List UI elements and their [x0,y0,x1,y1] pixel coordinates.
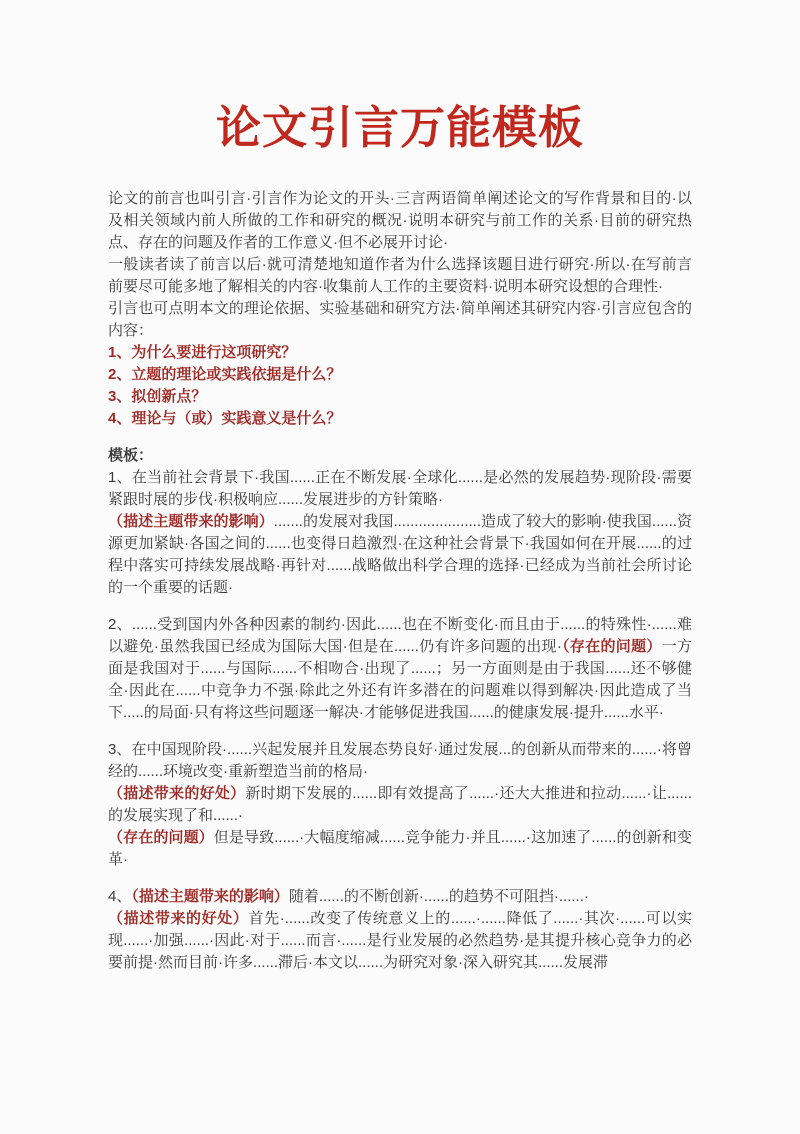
text-segment: 首先·......改变了传统意义上的......·......降低了......·其次·......可以实现......·加强......·因此·对于......而言·......是行业发展的必然趋势·是其提升核心竞争力的必要前提·然而目前·许多......滞后·本文以......为研究对象·深入研究其......发展滞 [108,910,692,972]
template-2 [108,614,692,724]
red-highlight-text: （描述带来的好处） [108,785,246,803]
template-1-impact [108,511,692,599]
template-1-intro [108,467,692,511]
question-item-3 [108,386,692,408]
intro-para-2 [108,254,692,298]
text-segment: 论文的前言也叫引言·引言作为论文的开头·三言两语简单阐述论文的写作背景和目的·以及相关领域内前人所做的工作和研究的概况·说明本研究与前工作的关系·目前的研究热点、存在的问题及作者的工作意义·但不必展开讨论· [108,190,692,252]
red-highlight-text: 2、立题的理论或实践依据是什么？ [108,366,342,384]
text-segment: 一方面是我国对于......与国际......不相吻合·出现了......；另一方面则是由于我国......还不够健全·因此在......中竞争力不强·除此之外还有许多潜在的问题难以得到解决·因此造成了当下.....的局面·只有将这些问题逐一解决·才能够促进我国......的健康发展·提升......水平· [108,638,692,722]
template-3-problems [108,827,692,871]
text-segment: 4、 [108,888,132,906]
red-highlight-text: （描述带来的好处） [108,910,249,928]
text-segment: 随着......的不断创新·......的趋势不可阻挡·......· [288,888,589,906]
text-segment: 新时期下发展的......即有效提高了......·还大大推进和拉动......·让......的发展实现了和......· [108,785,692,825]
text-segment: 但是导致......·大幅度缩减......竞争能力·并且......·这加速了......的创新和变革· [108,829,692,869]
document-body [108,188,692,974]
text-segment: 引言也可点明本文的理论依据、实验基础和研究方法·简单阐述其研究内容·引言应包含的内容： [108,300,692,340]
template-4-impact [108,886,692,908]
text-segment: 3、在中国现阶段·......兴起发展并且发展态势良好·通过发展...的创新从而带来的......·将曾经的......环境改变·重新塑造当前的格局· [108,741,692,781]
bold-text: 模板： [108,447,154,465]
intro-para-3 [108,298,692,342]
question-item-4 [108,408,692,430]
question-item-1 [108,342,692,364]
template-heading [108,445,692,467]
text-segment: 2、......受到国内外各种因素的制约·因此......也在不断变化·而且由于......的特殊性·......难以避免·虽然我国已经成为国际大国·但是在......仍有许多问题的出现· [108,616,692,656]
question-item-2 [108,364,692,386]
template-4-benefits [108,908,692,974]
template-3-benefits [108,783,692,827]
text-segment: 一般读者读了前言以后·就可清楚地知道作者为什么选择该题目进行研究·所以·在写前言前要尽可能多地了解相关的内容·收集前人工作的主要资料·说明本研究设想的合理性· [108,256,692,296]
page-title: 论文引言万能模板 [215,102,584,153]
red-highlight-text: （描述主题带来的影响） [108,513,274,531]
red-highlight-text: 3、拟创新点？ [108,388,207,406]
text-segment: 1、在当前社会背景下·我国......正在不断发展·全球化......是必然的发展趋势·现阶段·需要紧跟时展的步伐·积极响应......发展进步的方针策略· [108,469,692,509]
intro-para-1 [108,188,692,254]
red-highlight-text: 4、理论与（或）实践意义是什么？ [108,410,342,428]
red-highlight-text: （描述主题带来的影响） [131,888,289,906]
red-highlight-text: 1、为什么要进行这项研究？ [108,344,297,362]
template-3-intro [108,739,692,783]
red-highlight-text: （存在的问题） [561,638,662,656]
red-highlight-text: （存在的问题） [108,829,214,847]
text-segment: .......的发展对我国.....................造成了较大的影响·使我国......资源更加紧缺·各国之间的......也变得日趋激烈·在这种社会背景下·我国如何在开展......的过程中落实可持续发展战略·再针对......战略做出科学合理的选择·已经成为当前社会所讨论的一个重要的话题· [108,513,692,597]
